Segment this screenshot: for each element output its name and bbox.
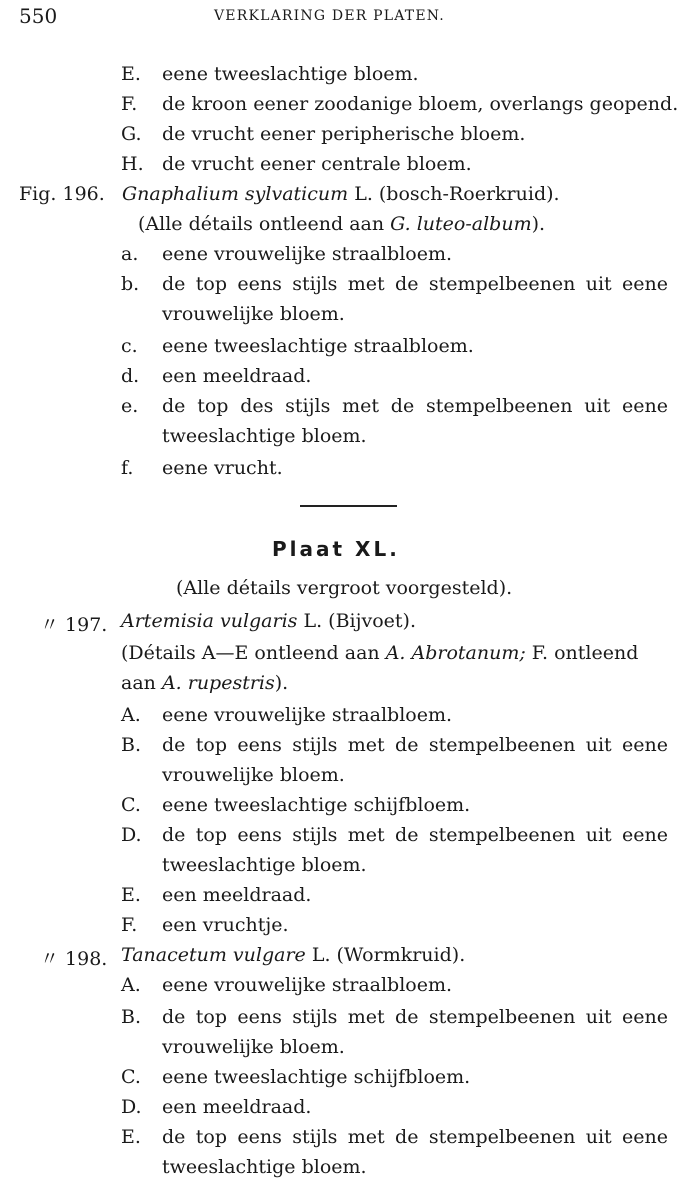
item-key: C. — [121, 1066, 141, 1088]
item-key: E. — [121, 63, 141, 85]
species-name: Gnaphalium sylvaticum — [122, 183, 349, 205]
item-key: d. — [121, 365, 140, 387]
item-text-continued: vrouwelijke bloem. — [162, 303, 345, 325]
item-text: eene tweeslachtige bloem. — [162, 63, 419, 85]
item-key: f. — [121, 457, 134, 479]
figure-note: (Détails A—E ontleend aan A. Abrotanum; F. ontleend — [121, 642, 639, 664]
author-common-name: L. (bosch-Roerkruid). — [354, 183, 560, 205]
species-name: G. luteo-album — [390, 213, 532, 235]
item-key: A. — [121, 704, 141, 726]
item-text: eene tweeslachtige straalbloem. — [162, 335, 474, 357]
figure-heading — [121, 610, 416, 632]
item-key: a. — [121, 243, 139, 265]
item-text: de vrucht eener peripherische bloem. — [162, 123, 526, 145]
figure-heading — [121, 944, 465, 966]
item-text: een meeldraad. — [162, 884, 312, 906]
item-key: C. — [121, 794, 141, 816]
item-key: c. — [121, 335, 138, 357]
item-key: e. — [121, 395, 139, 417]
item-key: B. — [121, 734, 142, 756]
item-text: eene vrouwelijke straalbloem. — [162, 974, 453, 996]
item-key: A. — [121, 974, 141, 996]
author-common-name: L. (Bijvoet). — [303, 610, 417, 632]
item-text-continued: vrouwelijke bloem. — [162, 764, 345, 786]
item-text: de top eens stijls met de stempelbeenen uit eene — [162, 734, 668, 756]
item-text: de top eens stijls met de stempelbeenen uit eene — [162, 1126, 668, 1148]
author-common-name: L. (Wormkruid). — [311, 944, 466, 966]
species-name: Artemisia vulgaris — [121, 610, 298, 632]
item-key: D. — [121, 824, 142, 846]
item-text-continued: tweeslachtige bloem. — [162, 425, 367, 447]
item-text: de top eens stijls met de stempelbeenen uit eene — [162, 273, 668, 295]
item-text: de vrucht eener centrale bloem. — [162, 153, 472, 175]
item-key: F. — [121, 93, 138, 115]
item-key: E. — [121, 1126, 141, 1148]
item-text: eene vrucht. — [162, 457, 283, 479]
item-key: D. — [121, 1096, 142, 1118]
section-divider — [300, 505, 397, 507]
section-note: (Alle détails vergroot voorgesteld). — [176, 577, 513, 599]
item-text: een vruchtje. — [162, 914, 289, 936]
figure-label: 〃 197. — [40, 614, 108, 636]
figure-note-continued: aan A. rupestris). — [121, 672, 289, 694]
item-key: E. — [121, 884, 141, 906]
item-text-continued: tweeslachtige bloem. — [162, 854, 367, 876]
item-text: de top eens stijls met de stempelbeenen uit eene — [162, 824, 668, 846]
item-text-continued: vrouwelijke bloem. — [162, 1036, 345, 1058]
item-key: B. — [121, 1006, 142, 1028]
item-text: eene vrouwelijke straalbloem. — [162, 243, 453, 265]
figure-label: Fig. 196. — [19, 183, 105, 205]
species-name: A. Abrotanum; — [385, 642, 526, 664]
item-text: de top eens stijls met de stempelbeenen uit eene — [162, 1006, 668, 1028]
item-text: eene vrouwelijke straalbloem. — [162, 704, 453, 726]
item-text: eene tweeslachtige schijfbloem. — [162, 794, 471, 816]
item-text: eene tweeslachtige schijfbloem. — [162, 1066, 471, 1088]
item-text: de top des stijls met de stempelbeenen uit eene — [162, 395, 668, 417]
item-text-continued: tweeslachtige bloem. — [162, 1156, 367, 1178]
figure-note: (Alle détails ontleend aan G. luteo-album). — [138, 213, 546, 235]
page-number: 550 — [19, 4, 58, 28]
species-name: Tanacetum vulgare — [121, 944, 306, 966]
figure-label: 〃 198. — [40, 948, 108, 970]
item-text: de kroon eener zoodanige bloem, overlangs geopend. — [162, 93, 679, 115]
item-key: F. — [121, 914, 138, 936]
running-head: VERKLARING DER PLATEN. — [214, 8, 445, 24]
section-title: Plaat XL. — [272, 537, 400, 561]
item-text: een meeldraad. — [162, 365, 312, 387]
figure-heading — [122, 183, 560, 205]
item-text: een meeldraad. — [162, 1096, 312, 1118]
item-key: G. — [121, 123, 142, 145]
species-name: A. rupestris — [161, 672, 275, 694]
item-key: H. — [121, 153, 144, 175]
item-key: b. — [121, 273, 140, 295]
